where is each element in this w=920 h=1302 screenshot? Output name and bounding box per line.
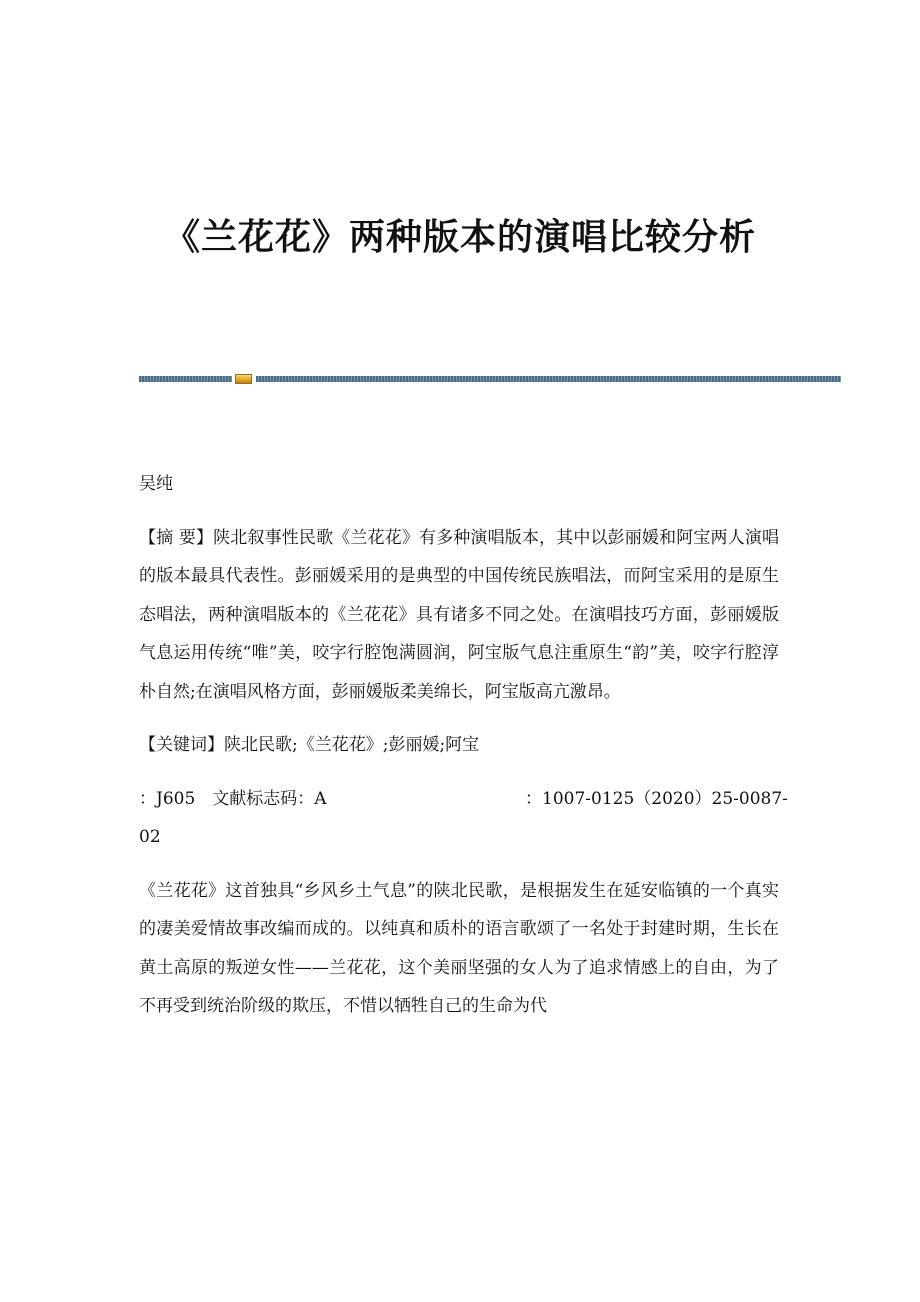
- article-content: [139, 465, 788, 1026]
- body-paragraph: 《兰花花》这首独具“乡风乡土气息”的陕北民歌，是根据发生在延安临镇的一个真实的凄美爱情故事改编而成的。以纯真和质朴的语言歌颂了一名处于封建时期，生长在黄土高原的叛逆女性——兰花花，这个美丽坚强的女人为了追求情感上的自由，为了不再受到统治阶级的欺压，不惜以牺牲自己的生命为代: [139, 880, 779, 1016]
- article-number: ：1007-0125（2020）25-0087-: [525, 788, 788, 809]
- divider-gem-icon: [235, 374, 252, 384]
- document-title: 《兰花花》两种版本的演唱比较分析: [163, 217, 756, 258]
- title-divider: [139, 374, 841, 384]
- keywords: 【关键词】陕北民歌;《兰花花》;彭丽媛;阿宝: [139, 735, 480, 755]
- author: 吴纯: [139, 474, 173, 494]
- abstract: 【摘 要】陕北叙事性民歌《兰花花》有多种演唱版本，其中以彭丽媛和阿宝两人演唱的版本最具代表性。彭丽媛采用的是典型的中国传统民族唱法，而阿宝采用的是原生态唱法，两种演唱版本的《兰花花》具有诸多不同之处。在演唱技巧方面，彭丽媛版气息运用传统“唯”美，咬字行腔饱满圆润，阿宝版气息注重原生“韵”美，咬字行腔淳朴自然;在演唱风格方面，彭丽媛版柔美绵长，阿宝版高亢激昂。: [139, 527, 779, 702]
- divider-bar-left: [139, 376, 232, 382]
- classification-code: ：J605 文献标志码：A: [139, 788, 327, 809]
- divider-bar-right: [256, 376, 841, 382]
- classification-line: [139, 780, 788, 819]
- article-number-continued: 02: [139, 827, 161, 847]
